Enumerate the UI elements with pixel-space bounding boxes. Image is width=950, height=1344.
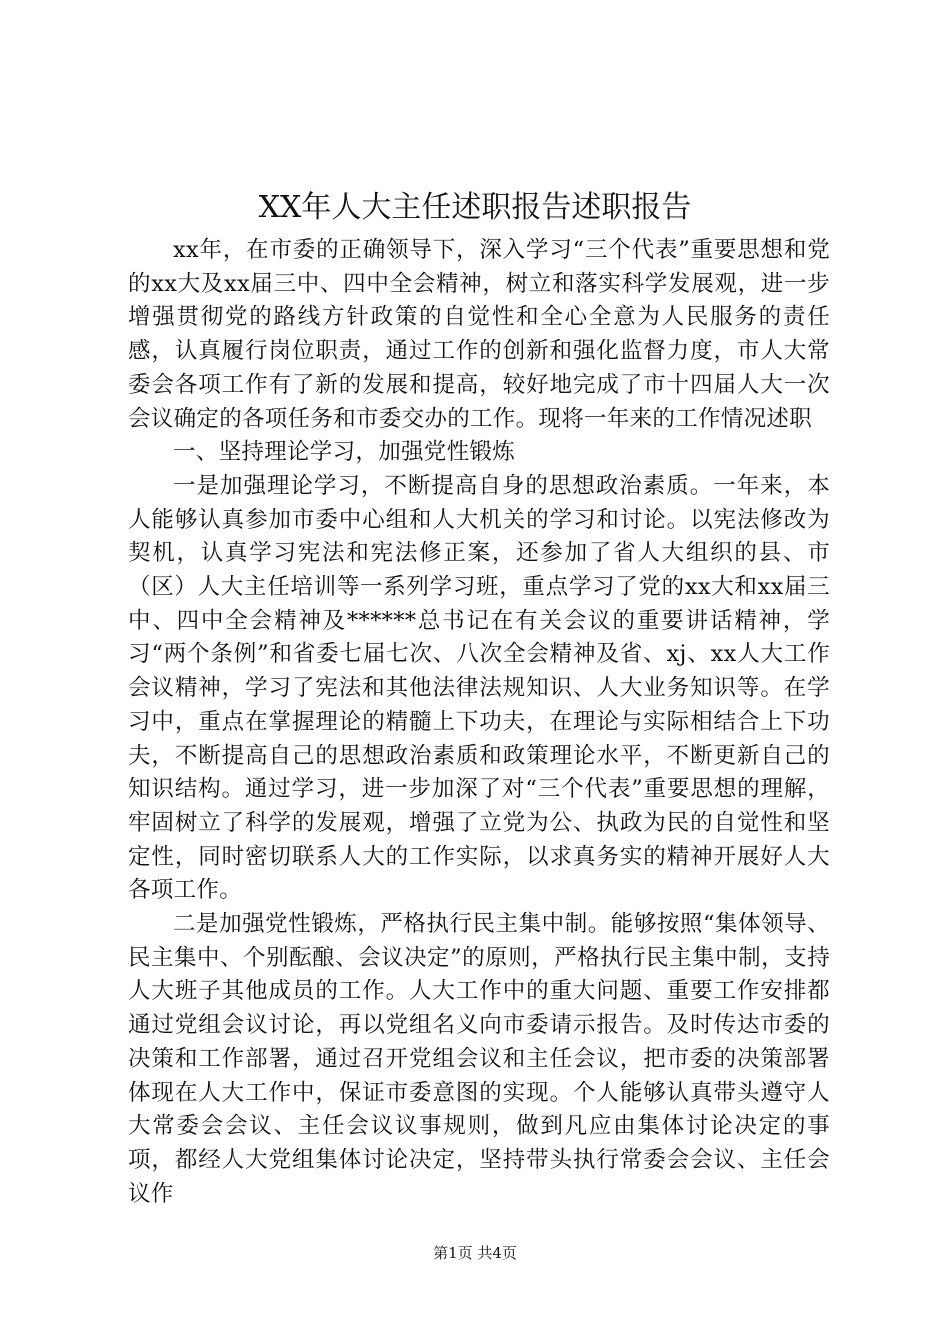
paragraph-party-discipline: 二是加强党性锻炼，严格执行民主集中制。能够按照“集体领导、民主集中、个别酝酿、会议决定”的原则，严格执行民主集中制，支持人大班子其他成员的工作。人大工作中的重大问题、重要工作安排都通过党组会议讨论，再以党组名义向市委请示报告。及时传达市委的决策和工作部署，通过召开党组会议和主任会议，把市委的决策部署体现在人大工作中，保证市委意图的实现。个人能够认真带头遵守人大常委会会议、主任会议议事规则，做到凡应由集体讨论决定的事项，都经人大党组集体讨论决定，坚持带头执行常委会会议、主任会议作 bbox=[128, 911, 830, 1207]
paragraph-theory-study: 一是加强理论学习，不断提高自身的思想政治素质。一年来，本人能够认真参加市委中心组和人大机关的学习和讨论。以宪法修改为契机，认真学习宪法和宪法修正案，还参加了省人大组织的县、市（区）人大主任培训等一系列学习班，重点学习了党的xx大和xx届三中、四中全会精神及******总书记在有关会议的重要讲话精神，学习“两个条例”和省委七届七次、八次全会精神及省、xj、xx人大工作会议精神，学习了宪法和其他法律法规知识、人大业务知识等。在学习中，重点在掌握理论的精髓上下功夫，在理论与实际相结合上下功夫，不断提高自己的思想政治素质和政策理论水平，不断更新自己的知识结构。通过学习，进一步加深了对“三个代表”重要思想的理解，牢固树立了科学的发展观，增强了立党为公、执政为民的自觉性和坚定性，同时密切联系人大的工作实际，以求真务实的精神开展好人大各项工作。 bbox=[128, 472, 830, 904]
document-title: XX年人大主任述职报告述职报告 bbox=[258, 190, 692, 225]
section-heading: 一、坚持理论学习，加强党性锻炼 bbox=[173, 439, 516, 466]
paragraph-intro: xx年，在市委的正确领导下，深入学习“三个代表”重要思想和党的xx大及xx届三中、四中全会精神，树立和落实科学发展观，进一步增强贯彻党的路线方针政策的自觉性和全心全意为人民服务的责任感，认真履行岗位职责，通过工作的创新和强化监督力度，市人大常委会各项工作有了新的发展和提高，较好地完成了市十四届人大一次会议确定的各项任务和市委交办的工作。现将一年来的工作情况述职 bbox=[128, 237, 830, 432]
document-body bbox=[128, 234, 830, 1211]
page-number-footer: 第1页 共4页 bbox=[433, 1244, 517, 1262]
